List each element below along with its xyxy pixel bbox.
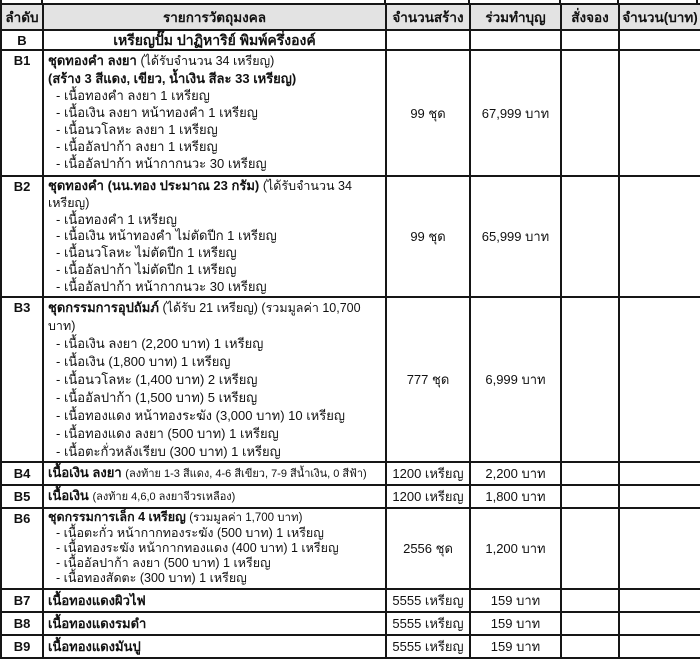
item-line: - เนื้อเงิน (1,800 บาท) 1 เหรียญ xyxy=(56,353,231,369)
item-line: - เนื้ออัลปาก้า ลงยา 1 เหรียญ xyxy=(56,139,218,154)
row-id-cell: B1 xyxy=(1,50,43,176)
item-title: เนื้อเงิน xyxy=(48,487,89,503)
table-row xyxy=(1,30,700,50)
row-id-cell: B5 xyxy=(1,485,43,508)
item-title: ชุดกรรมการเล็ก 4 เหรียญ xyxy=(48,509,186,524)
reserve-cell xyxy=(561,176,619,297)
donation-cell: 65,999 บาท xyxy=(470,176,561,297)
table-row xyxy=(1,462,700,485)
table-row xyxy=(1,612,700,635)
item-title: เนื้อเงิน ลงยา xyxy=(48,464,122,480)
section-title: เหรียญปั๊ม ปาฏิหาริย์ พิมพ์ครึ่งองค์ xyxy=(113,32,316,48)
donation-cell: 159 บาท xyxy=(470,612,561,635)
reserve-cell xyxy=(561,589,619,612)
item-description-cell xyxy=(43,635,386,658)
item-title: เนื้อทองแดงมันปู xyxy=(48,638,141,654)
reserve-cell xyxy=(561,297,619,462)
donation-cell: 67,999 บาท xyxy=(470,50,561,176)
item-description-cell xyxy=(43,297,386,462)
table-row xyxy=(1,176,700,297)
item-title-note: (ลงท้าย 1-3 สีแดง, 4-6 สีเขียว, 7-9 สีน้ำเงิน, 0 สีฟ้า) xyxy=(125,467,367,480)
qty-cell: 5555 เหรียญ xyxy=(386,589,470,612)
header-row xyxy=(1,4,700,30)
item-line: - เนื้อทองคำ 1 เหรียญ xyxy=(56,211,177,227)
item-line: - เนื้ออัลปาก้า หน้ากากนวะ 30 เหรียญ xyxy=(56,156,267,171)
item-title-line xyxy=(48,299,381,335)
reserve-cell xyxy=(561,635,619,658)
item-line: - เนื้อเงิน ลงยา (2,200 บาท) 1 เหรียญ xyxy=(56,335,264,351)
donation-cell: 159 บาท xyxy=(470,589,561,612)
header-reserve: สั่งจอง xyxy=(561,4,619,30)
row-id-cell: B6 xyxy=(1,508,43,589)
item-description-cell xyxy=(43,462,386,485)
item-line: - เนื้อนวโลหะ ลงยา 1 เหรียญ xyxy=(56,122,218,137)
item-subtitle-line xyxy=(48,70,381,87)
item-line: - เนื้อเงิน ลงยา หน้าทองคำ 1 เหรียญ xyxy=(56,105,258,120)
item-title: เนื้อทองแดงรมดำ xyxy=(48,615,147,631)
reserve-cell xyxy=(561,612,619,635)
item-title-note: (ได้รับจำนวน 34 เหรียญ) xyxy=(140,54,275,68)
donation-cell: 1,800 บาท xyxy=(470,485,561,508)
item-line: - เนื้อทองแดง หน้าทองระฆัง (3,000 บาท) 10 เหรียญ xyxy=(56,407,345,423)
item-title-note: (ลงท้าย 4,6,0 ลงยาจีวรเหลือง) xyxy=(92,490,236,503)
amount-cell xyxy=(619,612,700,635)
item-description-cell xyxy=(43,508,386,589)
table-row xyxy=(1,589,700,612)
item-title-note: (รวมมูลค่า 1,700 บาท) xyxy=(189,511,303,524)
row-id-cell: B8 xyxy=(1,612,43,635)
item-description-cell xyxy=(43,50,386,176)
donation-cell: 1,200 บาท xyxy=(470,508,561,589)
amount-cell xyxy=(619,589,700,612)
amount-cell xyxy=(619,485,700,508)
item-description-cell xyxy=(43,589,386,612)
item-title: เนื้อทองแดงผิวไฟ xyxy=(48,592,146,608)
reserve-cell xyxy=(561,485,619,508)
qty-cell xyxy=(386,30,470,50)
table-header xyxy=(1,4,700,30)
item-line: - เนื้อตะกั่วหลังเรียบ (300 บาท) 1 เหรียญ xyxy=(56,443,281,459)
qty-cell: 99 ชุด xyxy=(386,50,470,176)
table-row xyxy=(1,485,700,508)
item-line: - เนื้ออัลปาก้า (1,500 บาท) 5 เหรียญ xyxy=(56,389,258,405)
row-id-cell: B2 xyxy=(1,176,43,297)
item-line: - เนื้ออัลปาก้า ไม่ตัดปีก 1 เหรียญ xyxy=(56,261,237,277)
amount-cell xyxy=(619,50,700,176)
row-id-cell: B xyxy=(1,30,43,50)
table-row xyxy=(1,297,700,462)
qty-cell: 5555 เหรียญ xyxy=(386,612,470,635)
row-id-cell: B3 xyxy=(1,297,43,462)
header-amount-baht: จำนวน(บาท) xyxy=(619,4,700,30)
header-order-no: ลำดับ xyxy=(1,4,43,30)
item-title: ชุดทองคำ ลงยา xyxy=(48,53,137,68)
reserve-cell xyxy=(561,50,619,176)
item-line: - เนื้อทองระฆัง หน้ากากทองแดง (400 บาท) 1 เหรียญ xyxy=(56,540,339,555)
item-title-line xyxy=(48,510,381,526)
amount-cell xyxy=(619,462,700,485)
item-title-note: (ได้รับ 21 เหรียญ) (รวมมูลค่า 10,700 บาท) xyxy=(48,300,361,333)
reserve-cell xyxy=(561,30,619,50)
item-line: - เนื้อนวโลหะ (1,400 บาท) 2 เหรียญ xyxy=(56,371,258,387)
row-id-cell: B9 xyxy=(1,635,43,658)
item-line: - เนื้ออัลปาก้า หน้ากากนวะ 30 เหรียญ xyxy=(56,278,267,294)
item-description-cell xyxy=(43,612,386,635)
qty-cell: 1200 เหรียญ xyxy=(386,485,470,508)
row-id-cell: B7 xyxy=(1,589,43,612)
item-line: - เนื้อนวโลหะ ไม่ตัดปีก 1 เหรียญ xyxy=(56,245,237,261)
amulet-price-table xyxy=(0,3,700,659)
amount-cell xyxy=(619,30,700,50)
reserve-cell xyxy=(561,508,619,589)
item-title: ชุดทองคำ (นน.ทอง ประมาณ 23 กรัม) xyxy=(48,178,260,193)
item-line: - เนื้ออัลปาก้า ลงยา (500 บาท) 1 เหรียญ xyxy=(56,556,271,571)
previous-row-remnant xyxy=(0,0,700,3)
table-body xyxy=(1,30,700,658)
qty-cell: 5555 เหรียญ xyxy=(386,635,470,658)
item-line: - เนื้อทองแดง ลงยา (500 บาท) 1 เหรียญ xyxy=(56,425,279,441)
amount-cell xyxy=(619,635,700,658)
qty-cell: 777 ชุด xyxy=(386,297,470,462)
table-row xyxy=(1,508,700,589)
item-title-line xyxy=(48,638,381,655)
item-title-line xyxy=(48,178,381,212)
item-title-note: (ได้รับจำนวน 34 เหรียญ) xyxy=(48,179,352,210)
donation-cell: 2,200 บาท xyxy=(470,462,561,485)
qty-cell: 99 ชุด xyxy=(386,176,470,297)
donation-cell: 6,999 บาท xyxy=(470,297,561,462)
reserve-cell xyxy=(561,462,619,485)
item-title-line xyxy=(48,592,381,609)
item-title-line xyxy=(48,464,381,483)
table-row xyxy=(1,635,700,658)
item-line: - เนื้อทองสัดตะ (300 บาท) 1 เหรียญ xyxy=(56,571,247,586)
qty-cell: 2556 ชุด xyxy=(386,508,470,589)
row-id-cell: B4 xyxy=(1,462,43,485)
item-title-line xyxy=(48,487,381,506)
item-description-cell xyxy=(43,176,386,297)
item-line: - เนื้อตะกั่ว หน้ากากทองระฆัง (500 บาท) 1 เหรียญ xyxy=(56,525,324,540)
qty-cell: 1200 เหรียญ xyxy=(386,462,470,485)
donation-cell: 159 บาท xyxy=(470,635,561,658)
donation-cell xyxy=(470,30,561,50)
item-title: ชุดกรรมการอุปถัมภ์ xyxy=(48,299,159,315)
item-title-line xyxy=(48,52,381,70)
item-title-line xyxy=(48,615,381,632)
item-description-cell xyxy=(43,485,386,508)
amount-cell xyxy=(619,297,700,462)
header-item-description: รายการวัตถุมงคล xyxy=(43,4,386,30)
item-line: - เนื้อเงิน หน้าทองคำ ไม่ตัดปีก 1 เหรียญ xyxy=(56,228,277,244)
amount-cell xyxy=(619,508,700,589)
item-description-cell xyxy=(43,30,386,50)
table-row xyxy=(1,50,700,176)
header-quantity-made: จำนวนสร้าง xyxy=(386,4,470,30)
item-line: - เนื้อทองคำ ลงยา 1 เหรียญ xyxy=(56,88,210,103)
item-subtitle: (สร้าง 3 สีแดง, เขียว, น้ำเงิน สีละ 33 เหรียญ) xyxy=(48,71,297,86)
header-donation-price: ร่วมทำบุญ xyxy=(470,4,561,30)
amount-cell xyxy=(619,176,700,297)
